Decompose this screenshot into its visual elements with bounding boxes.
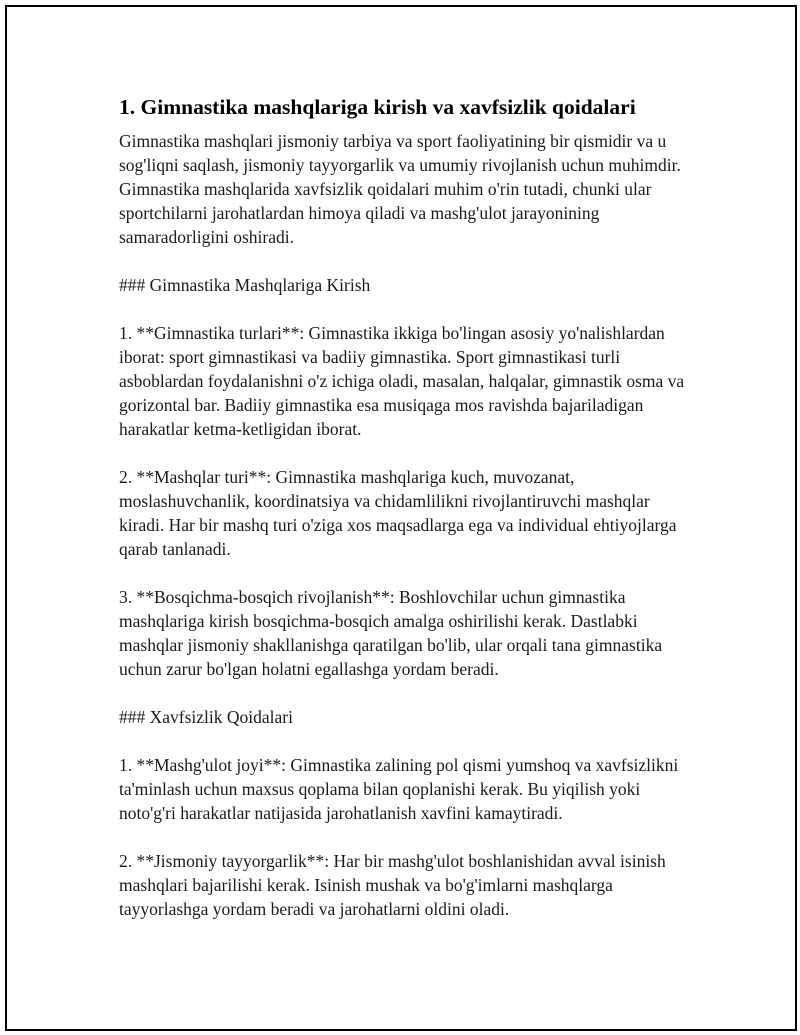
list-item-bosqichma-bosqich: 3. **Bosqichma-bosqich rivojlanish**: Boshlovchilar uchun gimnastika mashqlariga kirish bosqichma-bosqich amalga oshirilishi kerak. Dastlabki mashqlar jismoniy shakllanishga qaratilgan bo'lib, ular orqali tana gimnastika uchun zarur bo'lgan holatni egallashga yordam beradi. [119, 587, 663, 679]
document-page [5, 5, 797, 1031]
section-heading-kirish: ### Gimnastika Mashqlariga Kirish [119, 275, 371, 295]
list-item-mashqlar-turi: 2. **Mashqlar turi**: Gimnastika mashqlariga kuch, muvozanat, moslashuvchanlik, koordinatsiya va chidamlilikni rivojlantiruvchi mashqlar kiradi. Har bir mashq turi o'ziga xos maqsadlarga ega va individual ehtiyojlarga qarab tanlanadi. [119, 467, 677, 559]
list-item-mashgulot-joyi: 1. **Mashg'ulot joyi**: Gimnastika zalining pol qismi yumshoq va xavfsizlikni ta'minlash uchun maxsus qoplama bilan qoplanishi kerak. Bu yiqilish yoki noto'g'ri harakatlar natijasida jarohatlanish xavfini kamaytiradi. [119, 755, 679, 823]
intro-paragraph: Gimnastika mashqlari jismoniy tarbiya va sport faoliyatining bir qismidir va u sog'liqni saqlash, jismoniy tayyorgarlik va umumiy rivojlanish uchun muhimdir. Gimnastika mashqlarida xavfsizlik qoidalari muhim o'rin tutadi, chunki ular sportchilarni jarohatlardan himoya qiladi va mashg'ulot jarayonining samaradorligini oshiradi. [119, 131, 681, 247]
list-item-gimnastika-turlari: 1. **Gimnastika turlari**: Gimnastika ikkiga bo'lingan asosiy yo'nalishlardan iborat: sport gimnastikasi va badiiy gimnastika. Sport gimnastikasi turli asboblardan foydalanishni o'z ichiga oladi, masalan, halqalar, gimnastik osma va gorizontal bar. Badiiy gimnastika esa musiqaga mos ravishda bajariladigan harakatlar ketma-ketligidan iborat. [119, 323, 685, 439]
section-heading-xavfsizlik: ### Xavfsizlik Qoidalari [119, 707, 293, 727]
list-item-jismoniy-tayyorgarlik: 2. **Jismoniy tayyorgarlik**: Har bir mashg'ulot boshlanishidan avval isinish mashqlari bajarilishi kerak. Isinish mushak va bo'g'imlarni mashqlarga tayyorlashga yordam beradi va jarohatlarni oldini oladi. [119, 851, 666, 919]
document-content [119, 93, 689, 921]
document-title: 1. Gimnastika mashqlariga kirish va xavfsizlik qoidalari [119, 95, 636, 119]
